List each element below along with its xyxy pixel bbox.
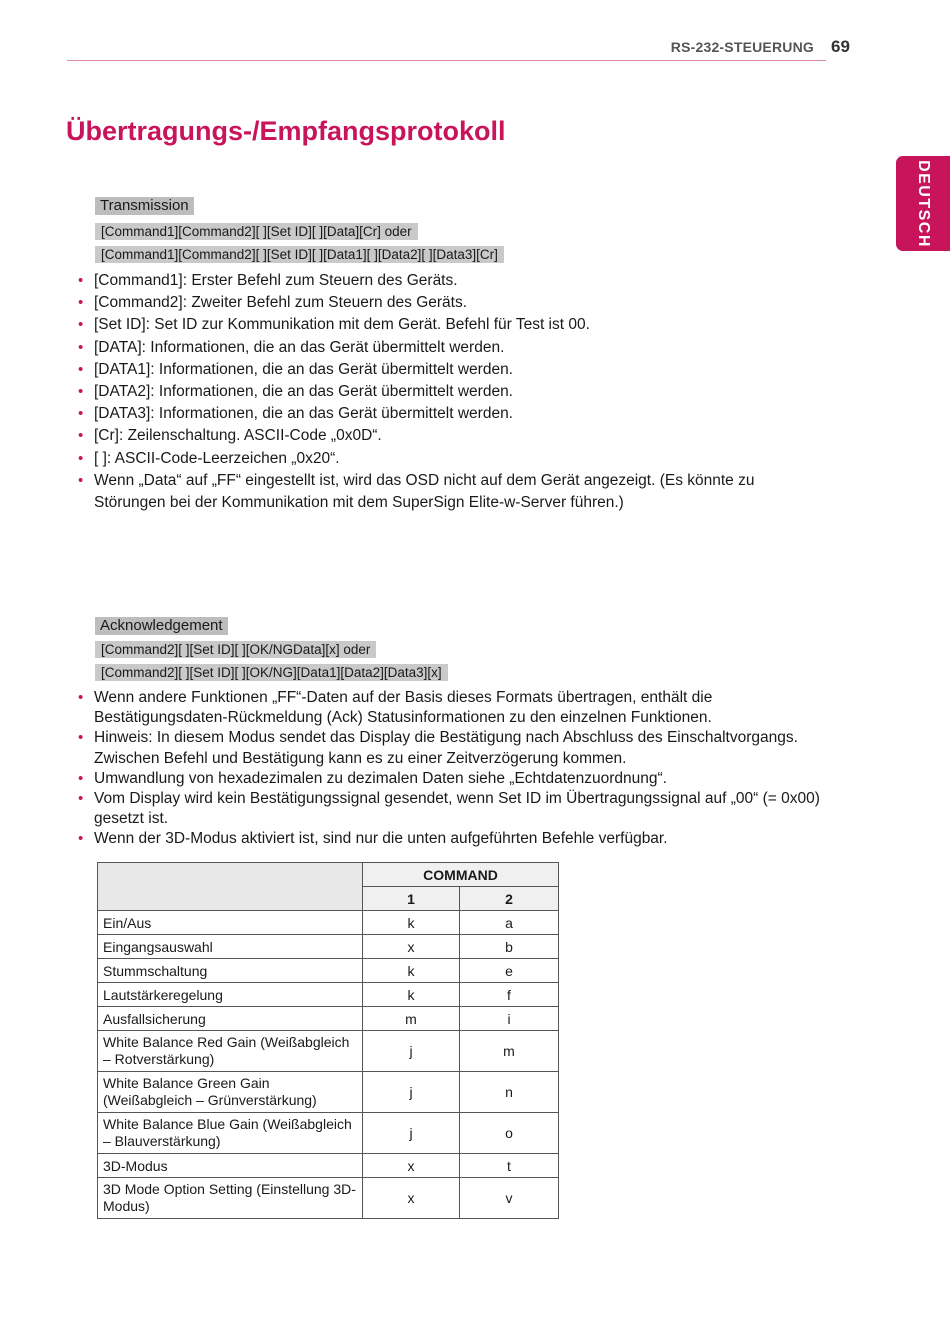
function-name: Ausfallsicherung — [98, 1007, 363, 1031]
command2-value: a — [460, 911, 559, 935]
table-row — [98, 1113, 559, 1154]
bullet-icon: • — [78, 316, 84, 334]
list-item: • Vom Display wird kein Bestätigungssignal gesendet, wenn Set ID im Übertragungssignal auf „00“ (= 0x00) gesetzt ist. — [78, 790, 820, 828]
table-row — [98, 1154, 559, 1178]
command-table — [97, 862, 559, 1219]
table-row — [98, 1007, 559, 1031]
list-item: • [DATA2]: Informationen, die an das Gerät übermittelt werden. — [78, 381, 828, 403]
command1-value: j — [363, 1031, 460, 1072]
table-corner-cell — [98, 863, 363, 911]
command2-value: v — [460, 1178, 559, 1219]
command1-value: x — [363, 1154, 460, 1178]
list-item: • [Set ID]: Set ID zur Kommunikation mit dem Gerät. Befehl für Test ist 00. — [78, 314, 828, 336]
language-tab-label: DEUTSCH — [915, 159, 932, 248]
command2-value: e — [460, 959, 559, 983]
function-name: 3D Mode Option Setting (Einstellung 3D-Modus) — [98, 1178, 363, 1219]
language-tab — [896, 156, 950, 251]
bullet-icon: • — [78, 383, 84, 401]
function-name: Ein/Aus — [98, 911, 363, 935]
bullet-icon: • — [78, 405, 84, 423]
page-title: Übertragungs-/Empfangsprotokoll — [66, 116, 506, 146]
bullet-icon: • — [78, 729, 84, 747]
acknowledgement-format-line: [Command2][ ][Set ID][ ][OK/NG][Data1][Data2][Data3][x] — [95, 664, 448, 681]
transmission-format-line: [Command1][Command2][ ][Set ID][ ][Data][Cr] oder — [95, 223, 418, 240]
transmission-label: Transmission — [95, 197, 194, 215]
list-item: • [DATA3]: Informationen, die an das Gerät übermittelt werden. — [78, 403, 828, 425]
function-name: White Balance Blue Gain (Weißabgleich – Blauverstärkung) — [98, 1113, 363, 1154]
bullet-icon: • — [78, 272, 84, 289]
list-item: • [ ]: ASCII-Code-Leerzeichen „0x20“. — [78, 448, 828, 470]
column-header-1: 1 — [363, 887, 460, 911]
list-item: • Wenn „Data“ auf „FF“ eingestellt ist, wird das OSD nicht auf dem Gerät angezeigt. (Es könnte zu Störungen bei der Kommunikation mit dem SuperSign Elite-w-Server führen.) — [78, 471, 755, 512]
table-row — [98, 1072, 559, 1113]
command2-value: n — [460, 1072, 559, 1113]
table-header-row — [98, 863, 559, 887]
command1-value: k — [363, 983, 460, 1007]
list-item: • [DATA]: Informationen, die an das Gerät übermittelt werden. — [78, 337, 828, 359]
list-item: • [Cr]: Zeilenschaltung. ASCII-Code „0x0D“. — [78, 425, 828, 447]
list-item: • Hinweis: In diesem Modus sendet das Display die Bestätigung nach Abschluss des Einschaltvorgangs. Zwischen Befehl und Bestätigung kann es zu einer Zeitverzögerung kommen. — [78, 729, 798, 767]
transmission-bullet-list — [78, 270, 828, 514]
table-row — [98, 935, 559, 959]
bullet-icon: • — [78, 360, 84, 378]
bullet-icon: • — [78, 790, 84, 808]
command2-value: m — [460, 1031, 559, 1072]
acknowledgement-format-line: [Command2][ ][Set ID][ ][OK/NGData][x] oder — [95, 641, 376, 658]
table-row — [98, 1178, 559, 1219]
command2-value: t — [460, 1154, 559, 1178]
section-title: RS-232-STEUERUNG — [670, 39, 814, 55]
list-item: • Umwandlung von hexadezimalen zu dezimalen Daten siehe „Echtdatenzuordnung“. — [78, 769, 828, 789]
command2-value: o — [460, 1113, 559, 1154]
list-item: • [Command1]: Erster Befehl zum Steuern des Geräts. — [78, 270, 828, 292]
bullet-icon: • — [78, 294, 84, 312]
command2-value: i — [460, 1007, 559, 1031]
list-item: • [Command2]: Zweiter Befehl zum Steuern des Geräts. — [78, 292, 828, 314]
command1-value: m — [363, 1007, 460, 1031]
table-row — [98, 959, 559, 983]
command1-value: x — [363, 935, 460, 959]
header-divider — [67, 60, 826, 61]
command2-value: f — [460, 983, 559, 1007]
table-row — [98, 983, 559, 1007]
acknowledgement-bullet-list — [78, 688, 828, 850]
transmission-format-line: [Command1][Command2][ ][Set ID][ ][Data1][ ][Data2][ ][Data3][Cr] — [95, 246, 504, 263]
function-name: White Balance Red Gain (Weißabgleich – Rotverstärkung) — [98, 1031, 363, 1072]
command1-value: j — [363, 1072, 460, 1113]
command1-value: j — [363, 1113, 460, 1154]
bullet-icon: • — [78, 830, 84, 848]
command1-value: k — [363, 959, 460, 983]
command1-value: x — [363, 1178, 460, 1219]
page-number: 69 — [831, 37, 850, 56]
command2-value: b — [460, 935, 559, 959]
list-item: • [DATA1]: Informationen, die an das Gerät übermittelt werden. — [78, 359, 828, 381]
bullet-icon: • — [78, 449, 84, 467]
column-header-2: 2 — [460, 887, 559, 911]
list-item: • Wenn der 3D-Modus aktiviert ist, sind nur die unten aufgeführten Befehle verfügbar. — [78, 829, 828, 849]
table-row — [98, 1031, 559, 1072]
bullet-icon: • — [78, 471, 84, 489]
function-name: White Balance Green Gain (Weißabgleich – Grünverstärkung) — [98, 1072, 363, 1113]
bullet-icon: • — [78, 338, 84, 356]
bullet-icon: • — [78, 769, 84, 787]
bullet-icon: • — [78, 689, 84, 706]
bullet-icon: • — [78, 427, 84, 445]
command-header: COMMAND — [363, 863, 559, 887]
table-row — [98, 911, 559, 935]
acknowledgement-label: Acknowledgement — [95, 617, 228, 635]
function-name: Lautstärkeregelung — [98, 983, 363, 1007]
function-name: 3D-Modus — [98, 1154, 363, 1178]
function-name: Eingangsauswahl — [98, 935, 363, 959]
function-name: Stummschaltung — [98, 959, 363, 983]
list-item: • Wenn andere Funktionen „FF“-Daten auf der Basis dieses Formats übertragen, enthält die Bestätigungsdaten-Rückmeldung (Ack) Statusinformationen zu den einzelnen Funktionen. — [78, 689, 713, 727]
command1-value: k — [363, 911, 460, 935]
